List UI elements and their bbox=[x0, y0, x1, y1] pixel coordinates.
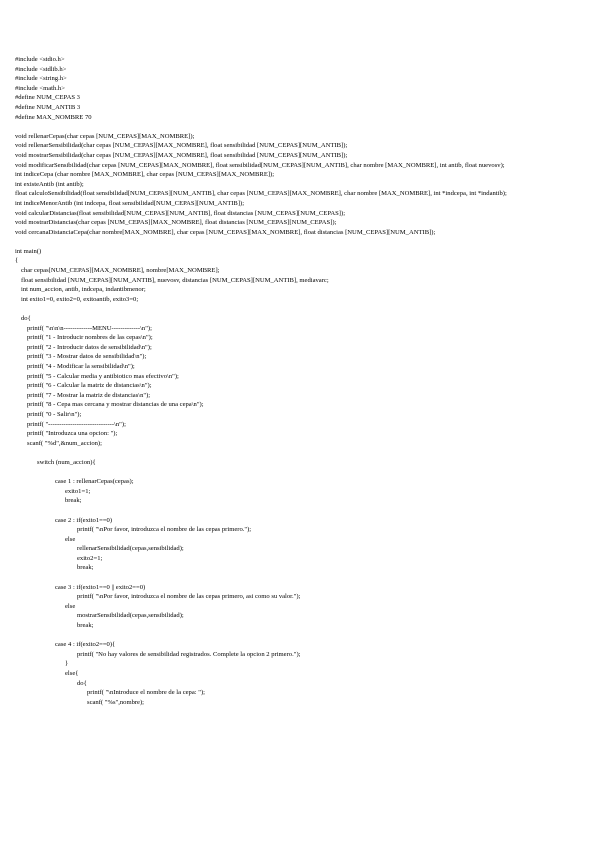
code-line: int indiceMenorAntib (int indcepa, float sensibilidad[NUM_CEPAS][NUM_ANTIB]); bbox=[15, 199, 245, 207]
code-line: int exito1=0, exito2=0, exitoantib, exito3=0; bbox=[21, 295, 139, 303]
code-line: void cercanaDistanciaCepa(char nombre[MAX_NOMBRE], char cepas [NUM_CEPAS][MAX_NOMBRE], float distancias [NUM_CEPAS][NUM_ANTIB]); bbox=[15, 228, 436, 236]
code-line: printf( "------------------------------\n"); bbox=[27, 420, 126, 428]
code-line: printf( "6 - Calcular la matriz de distancias\n"); bbox=[27, 382, 152, 390]
code-line: printf( "Introduzca una opcion: "); bbox=[27, 430, 118, 438]
code-line: #define NUM_ANTIB 3 bbox=[15, 103, 81, 111]
code-line: scanf( "%d",&num_accion); bbox=[27, 439, 102, 447]
code-line: #include <stdio.h> bbox=[15, 56, 65, 63]
code-line: break; bbox=[65, 497, 82, 505]
code-line: exito1=1; bbox=[65, 487, 91, 495]
code-line: int existeAntib (int antib); bbox=[15, 180, 84, 188]
code-line: do{ bbox=[21, 315, 31, 323]
code-line: void mostrarSensibilidad(char cepas [NUM_CEPAS][MAX_NOMBRE], float sensibilidad [NUM_CEPAS][NUM_ANTIB]); bbox=[15, 151, 348, 159]
code-line: #define MAX_NOMBRE 70 bbox=[15, 113, 92, 121]
code-line bbox=[15, 631, 585, 641]
code-line: void mostrarDistancias(char cepas [NUM_CEPAS][MAX_NOMBRE], float distancias [NUM_CEPAS][NUM_CEPAS]); bbox=[15, 219, 337, 227]
code-line: exito2=1; bbox=[77, 554, 103, 562]
code-line: printf( "\nIntroduce el nombre de la cepa: "); bbox=[87, 689, 205, 697]
code-line: printf( "2 - Introducir datos de sensibilidad\n"); bbox=[27, 343, 152, 351]
code-line: float calculoSensibilidad(float sensibilidad[NUM_CEPAS][NUM_ANTIB], char cepas [NUM_CEPAS][MAX_NOMBRE], char nombre [MAX_NOMBRE], int *indcepa, int *indantib); bbox=[15, 190, 507, 198]
code-line: break; bbox=[77, 622, 94, 630]
code-line bbox=[15, 122, 585, 132]
code-line bbox=[15, 506, 585, 516]
code-line bbox=[15, 448, 585, 458]
code-line: case 4 : if(exito2==0){ bbox=[55, 641, 116, 649]
code-line: case 3 : if(exito1==0 || exito2==0) bbox=[55, 583, 146, 591]
code-line: do{ bbox=[77, 679, 87, 687]
code-line: printf( "5 - Calcular media y antibiotico mas efectivo\n"); bbox=[27, 372, 179, 380]
code-line bbox=[15, 304, 585, 314]
code-line: float sensibilidad [NUM_CEPAS][NUM_ANTIB], nuevosv, distancias [NUM_CEPAS][NUM_ANTIB], mediavarc; bbox=[21, 276, 329, 284]
code-line: else{ bbox=[65, 670, 79, 677]
code-line: #include <math.h> bbox=[15, 84, 65, 92]
code-line bbox=[15, 573, 585, 583]
code-line: printf( "0 - Salir\n"); bbox=[27, 410, 82, 418]
code-line: printf( "\n\n\n-------------MENU-------------\n"); bbox=[27, 324, 152, 332]
code-line: int indiceCepa (char nombre [MAX_NOMBRE], char cepas [NUM_CEPAS][MAX_NOMBRE]); bbox=[15, 171, 275, 179]
code-line: switch (num_accion){ bbox=[37, 458, 96, 466]
code-line: mostrarSensibilidad(cepas,sensibilidad); bbox=[77, 612, 184, 620]
code-line: printf( "8 - Cepa mas cercana y mostrar distancias de una cepa\n"); bbox=[27, 401, 204, 409]
code-line: rellenarSensibilidad(cepas,sensibilidad); bbox=[77, 545, 184, 553]
code-line: printf( "4 - Modificar la sensibilidad\n"); bbox=[27, 363, 135, 370]
code-line: else bbox=[65, 535, 76, 543]
code-line: int num_accion, antib, indcepa, indantibmenor; bbox=[21, 286, 146, 294]
code-line bbox=[15, 468, 585, 478]
source-code-listing bbox=[15, 55, 585, 707]
code-line: void rellenarCepas(char cepas [NUM_CEPAS][MAX_NOMBRE]); bbox=[15, 132, 195, 140]
code-line: printf( "7 - Mostrar la matriz de distancias\n"); bbox=[27, 391, 151, 399]
code-line: void calcularDistancias(float sensibilidad[NUM_CEPAS][NUM_ANTIB], float distancias [NUM_CEPAS][NUM_CEPAS]); bbox=[15, 209, 346, 217]
code-line: { bbox=[15, 257, 19, 265]
code-line: printf( "1 - Introducir nombres de las cepas\n"); bbox=[27, 334, 153, 342]
code-line: break; bbox=[77, 564, 94, 572]
code-line: #include <string.h> bbox=[15, 75, 67, 83]
code-line: else bbox=[65, 602, 76, 610]
code-line: printf( "3 - Mostrar datos de sensibilidad\n"); bbox=[27, 353, 147, 361]
code-line: void modificarSensibilidad(char cepas [NUM_CEPAS][MAX_NOMBRE], float sensibilidad[NUM_CEPAS][NUM_ANTIB], char nombre [MAX_NOMBRE], int antib, float nuevosv); bbox=[15, 161, 505, 169]
code-line: case 1 : rellenarCepas(cepas); bbox=[55, 478, 134, 486]
code-line: void rellenarSensibilidad(char cepas [NUM_CEPAS][MAX_NOMBRE], float sensibilidad [NUM_CEPAS][NUM_ANTIB]); bbox=[15, 142, 348, 150]
code-line: int main() bbox=[15, 247, 42, 255]
code-line: case 2 : if(exito1==0) bbox=[55, 516, 113, 524]
code-line: char cepas[NUM_CEPAS][MAX_NOMBRE], nombre[MAX_NOMBRE]; bbox=[21, 267, 220, 275]
code-line: #define NUM_CEPAS 3 bbox=[15, 94, 80, 102]
code-line bbox=[15, 237, 585, 247]
code-line: } bbox=[65, 660, 69, 668]
code-line: printf( "No hay valores de sensibilidad registrados. Complete la opcion 2 primero."); bbox=[77, 650, 301, 658]
code-line: printf( "\nPor favor, introduzca el nombre de las cepas primero."); bbox=[77, 526, 252, 534]
code-line: #include <stdlib.h> bbox=[15, 65, 67, 73]
code-line: printf( "\nPor favor, introduzca el nombre de las cepas primero, asi como su valor."); bbox=[77, 593, 301, 601]
code-line: scanf( "%s",nombre); bbox=[87, 698, 145, 706]
